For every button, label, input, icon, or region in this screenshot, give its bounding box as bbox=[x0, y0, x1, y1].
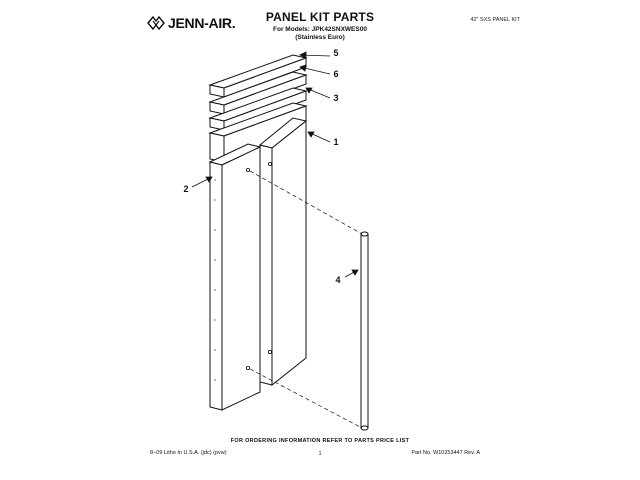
finish-line: (Stainless Euro) bbox=[295, 34, 345, 41]
ordering-note: FOR ORDERING INFORMATION REFER TO PARTS PRICE LIST bbox=[230, 438, 410, 444]
callout-2: 2 bbox=[183, 184, 189, 194]
callout-1: 1 bbox=[333, 137, 339, 147]
models-line: For Models: JPK42SNXWES00 bbox=[273, 26, 367, 33]
page-title: PANEL KIT PARTS bbox=[265, 10, 375, 24]
part-4-handle-bar bbox=[361, 232, 368, 430]
callout-3: 3 bbox=[333, 93, 339, 103]
part-number: Part No. W10253447 Rev. A bbox=[411, 450, 480, 456]
callout-6: 6 bbox=[333, 69, 339, 79]
brand-name: JENN-AIR. bbox=[168, 15, 236, 31]
callout-4: 4 bbox=[335, 275, 341, 285]
kit-name: 42" SXS PANEL KIT bbox=[470, 17, 520, 23]
part-1-right-door-panel bbox=[260, 118, 306, 385]
page-number: 1 bbox=[318, 451, 322, 457]
callout-5: 5 bbox=[333, 48, 339, 58]
litho-info: 8−09 Litho In U.S.A. (jdc) (pvw) bbox=[150, 450, 227, 456]
